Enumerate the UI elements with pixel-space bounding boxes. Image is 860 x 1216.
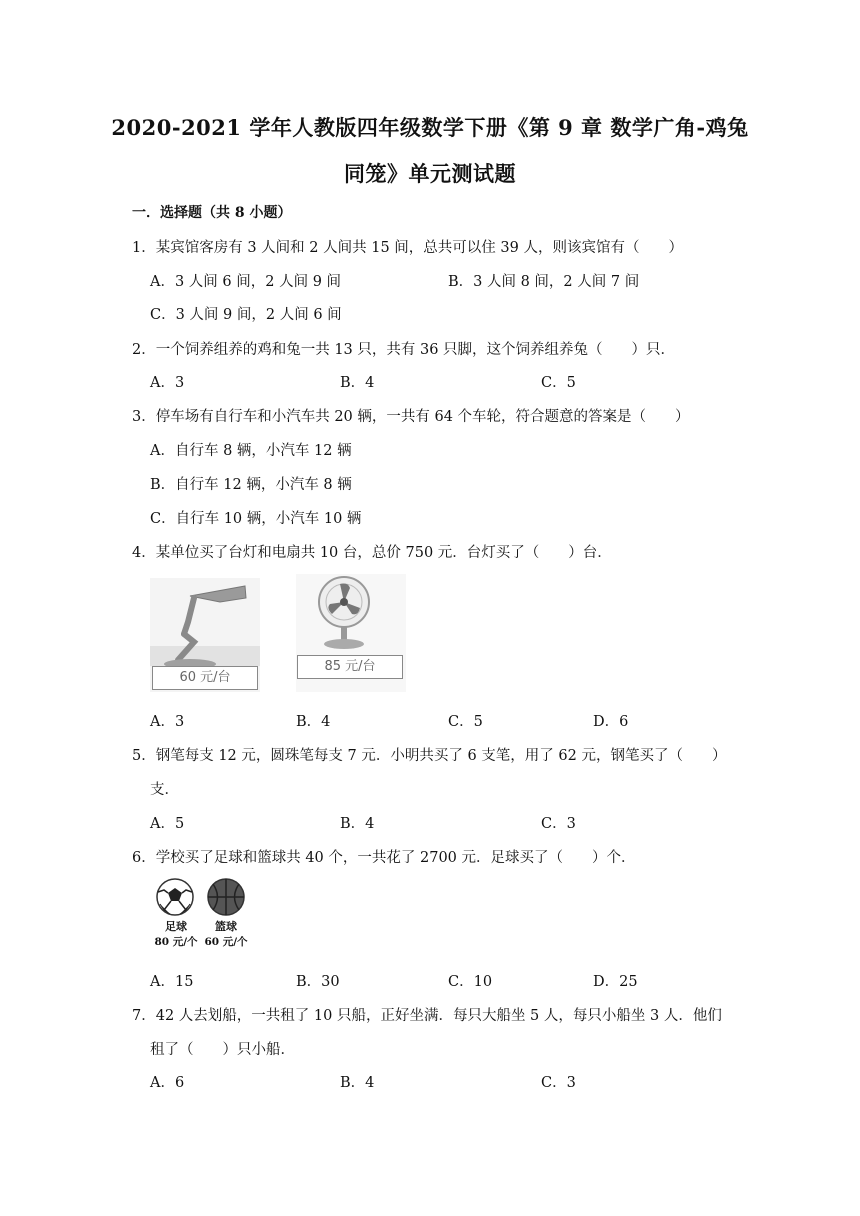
title-line-2: 同笼》单元测试题	[344, 161, 516, 186]
question-3-stem: 3．停车场有自行车和小汽车共 20 辆，一共有 64 个车轮，符合题意的答案是（ ）	[132, 409, 690, 425]
question-2-stem: 2．一个饲养组养的鸡和兔一共 13 只，共有 36 只脚，这个饲养组养兔（ ）只．	[132, 342, 676, 358]
question-6-option-d: D．25	[593, 974, 638, 990]
question-2-option-b: B．4	[340, 375, 375, 391]
question-3-option-a: A．自行车 8 辆，小汽车 12 辆	[150, 443, 352, 459]
question-1-option-a: A．3 人间 6 间，2 人间 9 间	[150, 274, 342, 290]
question-7-option-c: C．3	[541, 1075, 576, 1091]
question-2-option-c: C．5	[541, 375, 576, 391]
basketball-price: 60 元/个	[204, 936, 248, 948]
question-6-option-c: C．10	[448, 974, 493, 990]
question-7-stem-line-1: 7．42 人去划船，一共租了 10 只船，正好坐满．每只大船坐 5 人，每只小船坐 3 人．他们	[132, 1008, 722, 1024]
question-3-option-b: B．自行车 12 辆，小汽车 8 辆	[150, 477, 352, 493]
question-7-option-b: B．4	[340, 1075, 375, 1091]
question-5-stem-line-1: 5．钢笔每支 12 元，圆珠笔每支 7 元．小明共买了 6 支笔，用了 62 元，钢笔买了（ ）	[132, 748, 727, 764]
question-2-option-a: A．3	[150, 375, 185, 391]
question-6-option-b: B．30	[296, 974, 340, 990]
question-4-option-a: A．3	[150, 714, 185, 730]
question-5-stem-line-2: 支．	[150, 782, 179, 798]
question-6-option-a: A．15	[150, 974, 194, 990]
lamp-price-label: 60 元/台	[152, 666, 258, 690]
question-4-option-b: B．4	[296, 714, 331, 730]
question-5-option-c: C．3	[541, 816, 576, 832]
question-4-option-d: D．6	[593, 714, 629, 730]
question-1-stem: 1．某宾馆客房有 3 人间和 2 人间共 15 间，总共可以住 39 人，则该宾馆有（ ）	[132, 240, 683, 256]
basketball-name: 篮球	[215, 920, 237, 933]
question-1-option-b: B．3 人间 8 间，2 人间 7 间	[448, 274, 640, 290]
question-4-stem: 4．某单位买了台灯和电扇共 10 台，总价 750 元．台灯买了（ ）台．	[132, 545, 612, 561]
question-5-option-b: B．4	[340, 816, 375, 832]
section-heading: 一．选择题（共 8 小题）	[132, 205, 292, 221]
title-line-1: 2020-2021 学年人教版四年级数学下册《第 9 章 数学广角-鸡兔	[111, 115, 749, 140]
question-6-stem: 6．学校买了足球和篮球共 40 个，一共花了 2700 元．足球买了（ ）个．	[132, 850, 636, 866]
fan-price-label: 85 元/台	[297, 655, 403, 679]
football-price: 80 元/个	[154, 936, 198, 948]
question-7-option-a: A．6	[150, 1075, 185, 1091]
question-1-option-c: C．3 人间 9 间，2 人间 6 间	[150, 307, 342, 323]
question-3-option-c: C．自行车 10 辆，小汽车 10 辆	[150, 511, 362, 527]
football-name: 足球	[165, 920, 187, 933]
question-4-option-c: C．5	[448, 714, 483, 730]
question-7-stem-line-2: 租了（ ）只小船．	[150, 1042, 295, 1058]
question-5-option-a: A．5	[150, 816, 185, 832]
